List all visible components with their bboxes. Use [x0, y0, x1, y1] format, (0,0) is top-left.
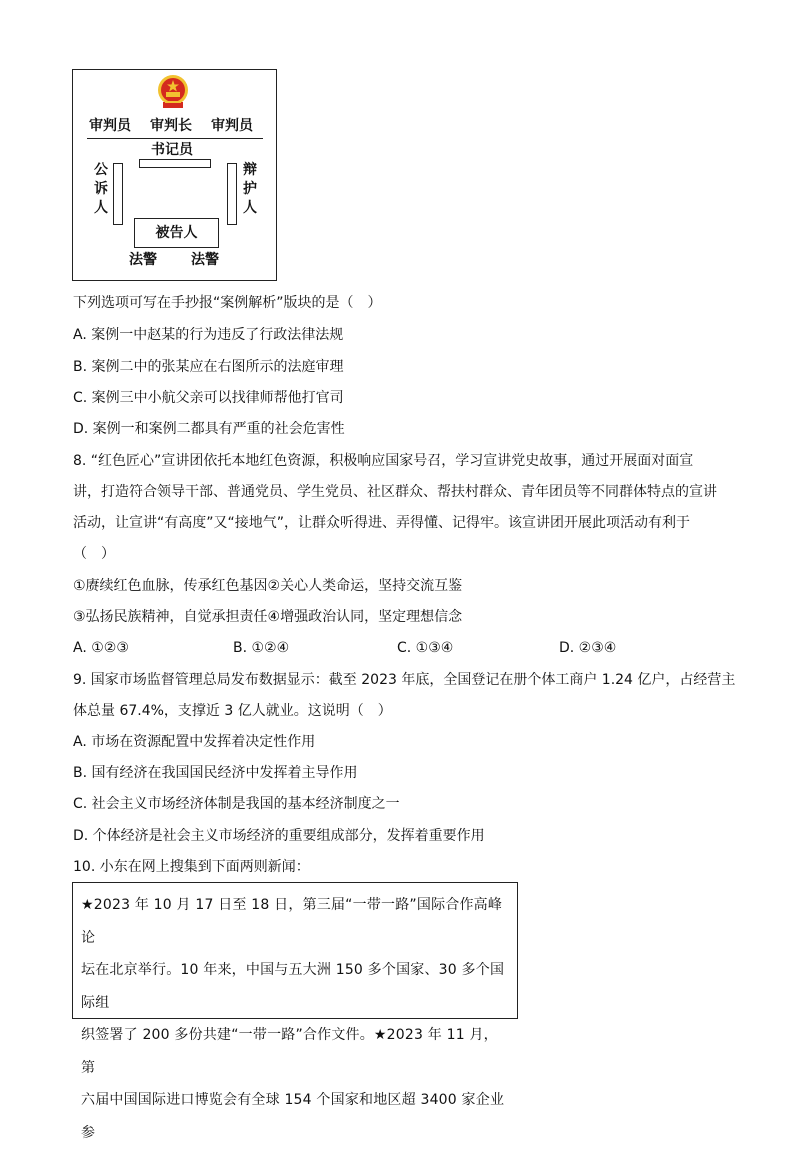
defender-char: 人 [243, 200, 257, 216]
courtroom-diagram [72, 69, 277, 281]
national-emblem-icon [157, 74, 189, 110]
chief-judge-label: 审判长 [150, 118, 192, 134]
question8-option-a: A. ①②③ [73, 640, 129, 656]
question8-option-d: D. ②③④ [559, 640, 617, 656]
question9-option-c: C. 社会主义市场经济体制是我国的基本经济制度之一 [73, 796, 400, 812]
question9-option-d: D. 个体经济是社会主义市场经济的重要组成部分，发挥着重要作用 [73, 828, 485, 844]
defender-char: 护 [243, 181, 257, 197]
news-line: 织签署了 200 多份共建“一带一路”合作文件。★2023 年 11 月，第 [81, 1027, 498, 1076]
question7-option-c: C. 案例三中小航父亲可以找律师帮他打官司 [73, 390, 344, 406]
news-line: 坛在北京举行。10 年来，中国与五大洲 150 多个国家、30 多个国际组 [81, 962, 505, 1011]
defender-desk [227, 163, 237, 225]
question8-line: 讲，打造符合领导干部、普通党员、学生党员、社区群众、帮扶村群众、青年团员等不同群体特点的宣讲 [73, 484, 717, 500]
police-left-label: 法警 [129, 252, 157, 268]
clerk-label: 书记员 [151, 142, 193, 158]
clerk-desk [139, 159, 211, 168]
question9-option-b: B. 国有经济在我国国民经济中发挥着主导作用 [73, 765, 358, 781]
prosecutor-label [93, 161, 109, 218]
news-line: ★2023 年 10 月 17 日至 18 日，第三届“一带一路”国际合作高峰论 [81, 897, 503, 946]
question8-line: 活动，让宣讲“有高度”又“接地气”，让群众听得进、弄得懂、记得牢。该宣讲团开展此项活动有利于 [73, 515, 691, 531]
question8-line: 8. “红色匠心”宣讲团依托本地红色资源，积极响应国家号召，学习宣讲党史故事，通过开展面对面宣 [73, 453, 694, 469]
news-line: 六届中国国际进口博览会有全球 154 个国家和地区超 3400 家企业参 [81, 1092, 505, 1141]
question8-statement: ①赓续红色血脉，传承红色基因②关心人类命运，坚持交流互鉴 [73, 578, 463, 594]
question7-option-b: B. 案例二中的张某应在右图所示的法庭审理 [73, 359, 344, 375]
defendant-box: 被告人 [134, 218, 219, 248]
question9-option-a: A. 市场在资源配置中发挥着决定性作用 [73, 734, 316, 750]
question8-line: （ ） [73, 546, 115, 562]
question7-option-d: D. 案例一和案例二都具有严重的社会危害性 [73, 421, 345, 437]
question8-statement: ③弘扬民族精神，自觉承担责任④增强政治认同，坚定理想信念 [73, 609, 463, 625]
news-box [72, 882, 518, 1141]
question7-stem: 下列选项可写在手抄报“案例解析”版块的是（ ） [73, 295, 382, 311]
prosecutor-desk [113, 163, 123, 225]
prosecutor-char: 公 [94, 162, 108, 178]
question8-option-c: C. ①③④ [397, 640, 454, 656]
judge-right-label: 审判员 [211, 118, 253, 134]
question7-option-a: A. 案例一中赵某的行为违反了行政法律法规 [73, 327, 344, 343]
question8-option-b: B. ①②④ [233, 640, 290, 656]
judge-left-label: 审判员 [89, 118, 131, 134]
question10-stem: 10. 小东在网上搜集到下面两则新闻： [73, 859, 310, 875]
prosecutor-char: 诉 [94, 181, 108, 197]
defender-label [242, 161, 258, 218]
question9-line: 9. 国家市场监督管理总局发布数据显示：截至 2023 年底，全国登记在册个体工商户 1.24 亿户，占经营主 [73, 672, 736, 688]
police-right-label: 法警 [191, 252, 219, 268]
prosecutor-char: 人 [94, 200, 108, 216]
defender-char: 辩 [243, 162, 257, 178]
question9-line: 体总量 67.4%，支撑近 3 亿人就业。这说明（ ） [73, 703, 392, 719]
